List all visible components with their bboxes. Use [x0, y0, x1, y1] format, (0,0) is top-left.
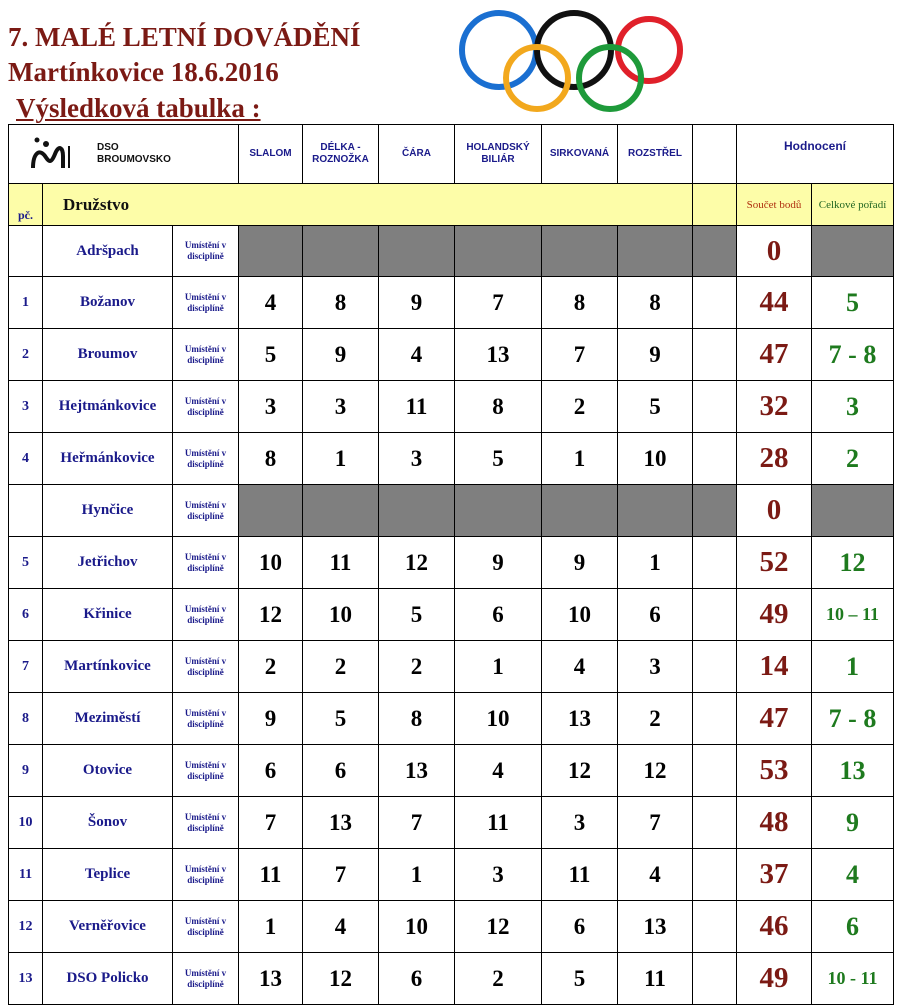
discipline-score: 7 — [618, 797, 693, 849]
col-header-slalom: SLALOM — [239, 125, 303, 184]
placement-label: Umístění v disciplíně — [173, 485, 239, 537]
discipline-score: 1 — [303, 433, 379, 485]
discipline-score: 3 — [542, 797, 618, 849]
discipline-score: 12 — [303, 953, 379, 1005]
discipline-score: 7 — [455, 277, 542, 329]
team-name: Šonov — [43, 797, 173, 849]
placement-label: Umístění v disciplíně — [173, 953, 239, 1005]
discipline-score: 9 — [379, 277, 455, 329]
discipline-score: 1 — [379, 849, 455, 901]
table-row — [9, 901, 894, 953]
discipline-score: 4 — [618, 849, 693, 901]
total-points: 44 — [737, 277, 812, 329]
table-row — [9, 226, 894, 277]
discipline-score — [693, 901, 737, 953]
total-points: 47 — [737, 329, 812, 381]
discipline-score: 3 — [303, 381, 379, 433]
col-header-delka-roznozka: DÉLKA - ROZNOŽKA — [303, 125, 379, 184]
row-number: 2 — [9, 329, 43, 381]
discipline-score — [239, 226, 303, 277]
total-points: 49 — [737, 953, 812, 1005]
discipline-score: 11 — [303, 537, 379, 589]
discipline-score: 2 — [239, 641, 303, 693]
row-number: 11 — [9, 849, 43, 901]
total-points: 49 — [737, 589, 812, 641]
total-points: 47 — [737, 693, 812, 745]
discipline-score: 5 — [542, 953, 618, 1005]
discipline-score: 12 — [618, 745, 693, 797]
discipline-score: 7 — [379, 797, 455, 849]
discipline-score — [693, 226, 737, 277]
team-name: Martínkovice — [43, 641, 173, 693]
overall-rank: 1 — [812, 641, 894, 693]
team-name: Verněřovice — [43, 901, 173, 953]
discipline-score: 1 — [542, 433, 618, 485]
total-points: 53 — [737, 745, 812, 797]
table-row — [9, 381, 894, 433]
discipline-score — [693, 641, 737, 693]
col-header-holandsky-biliar: HOLANDSKÝ BILIÁR — [455, 125, 542, 184]
discipline-score — [542, 226, 618, 277]
team-name: Hejtmánkovice — [43, 381, 173, 433]
discipline-score — [693, 953, 737, 1005]
row-number: 9 — [9, 745, 43, 797]
discipline-score: 2 — [618, 693, 693, 745]
col-header-celkove: Celkové pořadí — [812, 184, 894, 226]
team-name: Heřmánkovice — [43, 433, 173, 485]
table-row — [9, 277, 894, 329]
discipline-header-row — [9, 125, 894, 184]
row-number: 13 — [9, 953, 43, 1005]
discipline-score: 3 — [455, 849, 542, 901]
row-number: 4 — [9, 433, 43, 485]
table-row — [9, 433, 894, 485]
discipline-score: 6 — [455, 589, 542, 641]
discipline-score: 9 — [618, 329, 693, 381]
discipline-score — [303, 485, 379, 537]
table-row — [9, 485, 894, 537]
overall-rank: 10 - 11 — [812, 953, 894, 1005]
discipline-score: 9 — [542, 537, 618, 589]
table-row — [9, 849, 894, 901]
discipline-score: 13 — [542, 693, 618, 745]
team-name: Hynčice — [43, 485, 173, 537]
discipline-score — [693, 381, 737, 433]
total-points: 28 — [737, 433, 812, 485]
discipline-score: 6 — [239, 745, 303, 797]
discipline-score: 9 — [239, 693, 303, 745]
col-header-sirkovana: SIRKOVANÁ — [542, 125, 618, 184]
discipline-score: 4 — [455, 745, 542, 797]
team-name: Broumov — [43, 329, 173, 381]
discipline-score: 13 — [303, 797, 379, 849]
discipline-score: 2 — [455, 953, 542, 1005]
discipline-score: 11 — [618, 953, 693, 1005]
placement-label: Umístění v disciplíně — [173, 433, 239, 485]
column-label-row — [9, 184, 894, 226]
discipline-score: 6 — [618, 589, 693, 641]
discipline-score: 11 — [455, 797, 542, 849]
discipline-score: 7 — [239, 797, 303, 849]
discipline-score: 12 — [542, 745, 618, 797]
table-row — [9, 537, 894, 589]
dso-broumovsko-logo-icon — [19, 134, 89, 174]
overall-rank: 3 — [812, 381, 894, 433]
discipline-score — [303, 226, 379, 277]
table-title: Výsledková tabulka : — [16, 93, 261, 123]
discipline-score: 2 — [303, 641, 379, 693]
discipline-score: 7 — [303, 849, 379, 901]
placement-label: Umístění v disciplíně — [173, 849, 239, 901]
logo-line-1: DSO — [97, 142, 119, 153]
discipline-score: 4 — [379, 329, 455, 381]
col-header-pc: pč. — [9, 184, 43, 226]
discipline-score — [455, 226, 542, 277]
row-number: 8 — [9, 693, 43, 745]
table-row — [9, 693, 894, 745]
overall-rank: 7 - 8 — [812, 693, 894, 745]
discipline-score: 1 — [455, 641, 542, 693]
team-name: Jetřichov — [43, 537, 173, 589]
discipline-score: 9 — [455, 537, 542, 589]
logo-line-2: BROUMOVSKO — [97, 154, 171, 165]
row-number: 7 — [9, 641, 43, 693]
discipline-score — [693, 277, 737, 329]
total-points: 14 — [737, 641, 812, 693]
table-row — [9, 329, 894, 381]
yellow-spacer — [693, 184, 737, 226]
discipline-score: 10 — [618, 433, 693, 485]
team-name: Otovice — [43, 745, 173, 797]
discipline-score: 4 — [303, 901, 379, 953]
discipline-score: 1 — [618, 537, 693, 589]
discipline-score: 6 — [303, 745, 379, 797]
discipline-score: 8 — [379, 693, 455, 745]
overall-rank: 2 — [812, 433, 894, 485]
discipline-score — [618, 226, 693, 277]
row-number: 3 — [9, 381, 43, 433]
discipline-score: 3 — [618, 641, 693, 693]
discipline-score: 8 — [239, 433, 303, 485]
discipline-score — [693, 433, 737, 485]
discipline-score — [455, 485, 542, 537]
discipline-score: 1 — [239, 901, 303, 953]
discipline-score: 5 — [379, 589, 455, 641]
placement-label: Umístění v disciplíně — [173, 641, 239, 693]
discipline-score: 8 — [618, 277, 693, 329]
discipline-score: 6 — [379, 953, 455, 1005]
table-row — [9, 797, 894, 849]
discipline-score: 3 — [379, 433, 455, 485]
row-number: 12 — [9, 901, 43, 953]
discipline-score: 12 — [239, 589, 303, 641]
placement-label: Umístění v disciplíně — [173, 277, 239, 329]
placement-label: Umístění v disciplíně — [173, 797, 239, 849]
discipline-score: 10 — [379, 901, 455, 953]
placement-label: Umístění v disciplíně — [173, 226, 239, 277]
discipline-score — [693, 693, 737, 745]
discipline-score: 10 — [542, 589, 618, 641]
discipline-score: 12 — [455, 901, 542, 953]
page-title: 7. MALÉ LETNÍ DOVÁDĚNÍ — [8, 22, 361, 52]
discipline-score — [693, 797, 737, 849]
team-name: DSO Policko — [43, 953, 173, 1005]
row-number — [9, 226, 43, 277]
row-number: 6 — [9, 589, 43, 641]
placement-label: Umístění v disciplíně — [173, 901, 239, 953]
dso-logo — [9, 125, 239, 184]
overall-rank: 9 — [812, 797, 894, 849]
discipline-score — [693, 537, 737, 589]
placement-label: Umístění v disciplíně — [173, 381, 239, 433]
discipline-score: 13 — [455, 329, 542, 381]
total-points: 32 — [737, 381, 812, 433]
col-header-druzstvo: Družstvo — [43, 184, 693, 226]
discipline-score: 13 — [618, 901, 693, 953]
discipline-score: 6 — [542, 901, 618, 953]
total-points: 46 — [737, 901, 812, 953]
discipline-score: 11 — [239, 849, 303, 901]
col-header-empty — [693, 125, 737, 184]
team-name: Božanov — [43, 277, 173, 329]
discipline-score: 4 — [239, 277, 303, 329]
results-table — [8, 124, 894, 1005]
overall-rank: 13 — [812, 745, 894, 797]
discipline-score: 2 — [379, 641, 455, 693]
discipline-score — [618, 485, 693, 537]
discipline-score — [542, 485, 618, 537]
table-row — [9, 745, 894, 797]
table-row — [9, 589, 894, 641]
discipline-score — [379, 226, 455, 277]
table-row — [9, 953, 894, 1005]
overall-rank: 5 — [812, 277, 894, 329]
discipline-score: 11 — [542, 849, 618, 901]
overall-rank: 7 - 8 — [812, 329, 894, 381]
olympic-rings-icon — [455, 10, 685, 114]
discipline-score: 11 — [379, 381, 455, 433]
placement-label: Umístění v disciplíně — [173, 589, 239, 641]
discipline-score: 5 — [618, 381, 693, 433]
discipline-score — [693, 329, 737, 381]
discipline-score: 9 — [303, 329, 379, 381]
table-row — [9, 641, 894, 693]
discipline-score: 8 — [455, 381, 542, 433]
placement-label: Umístění v disciplíně — [173, 329, 239, 381]
col-header-rozstrel: ROZSTŘEL — [618, 125, 693, 184]
row-number: 5 — [9, 537, 43, 589]
event-date-place: Martínkovice 18.6.2016 — [8, 57, 279, 87]
team-name: Meziměstí — [43, 693, 173, 745]
overall-rank — [812, 485, 894, 537]
total-points: 37 — [737, 849, 812, 901]
team-name: Křinice — [43, 589, 173, 641]
total-points: 0 — [737, 226, 812, 277]
col-header-hodnoceni: Hodnocení — [737, 125, 894, 184]
row-number — [9, 485, 43, 537]
discipline-score: 10 — [239, 537, 303, 589]
discipline-score: 10 — [303, 589, 379, 641]
overall-rank: 12 — [812, 537, 894, 589]
discipline-score: 5 — [455, 433, 542, 485]
discipline-score — [693, 745, 737, 797]
discipline-score — [693, 589, 737, 641]
discipline-score: 13 — [239, 953, 303, 1005]
overall-rank — [812, 226, 894, 277]
discipline-score: 13 — [379, 745, 455, 797]
discipline-score: 7 — [542, 329, 618, 381]
team-name: Teplice — [43, 849, 173, 901]
discipline-score — [379, 485, 455, 537]
placement-label: Umístění v disciplíně — [173, 693, 239, 745]
team-name: Adršpach — [43, 226, 173, 277]
row-number: 1 — [9, 277, 43, 329]
discipline-score: 5 — [303, 693, 379, 745]
discipline-score: 3 — [239, 381, 303, 433]
overall-rank: 6 — [812, 901, 894, 953]
total-points: 52 — [737, 537, 812, 589]
discipline-score: 10 — [455, 693, 542, 745]
overall-rank: 10 – 11 — [812, 589, 894, 641]
overall-rank: 4 — [812, 849, 894, 901]
discipline-score — [693, 849, 737, 901]
discipline-score: 2 — [542, 381, 618, 433]
discipline-score — [239, 485, 303, 537]
discipline-score — [693, 485, 737, 537]
discipline-score: 8 — [542, 277, 618, 329]
discipline-score: 12 — [379, 537, 455, 589]
discipline-score: 8 — [303, 277, 379, 329]
discipline-score: 4 — [542, 641, 618, 693]
total-points: 0 — [737, 485, 812, 537]
col-header-soucet: Součet bodů — [737, 184, 812, 226]
total-points: 48 — [737, 797, 812, 849]
col-header-cara: ČÁRA — [379, 125, 455, 184]
placement-label: Umístění v disciplíně — [173, 745, 239, 797]
row-number: 10 — [9, 797, 43, 849]
discipline-score: 5 — [239, 329, 303, 381]
placement-label: Umístění v disciplíně — [173, 537, 239, 589]
